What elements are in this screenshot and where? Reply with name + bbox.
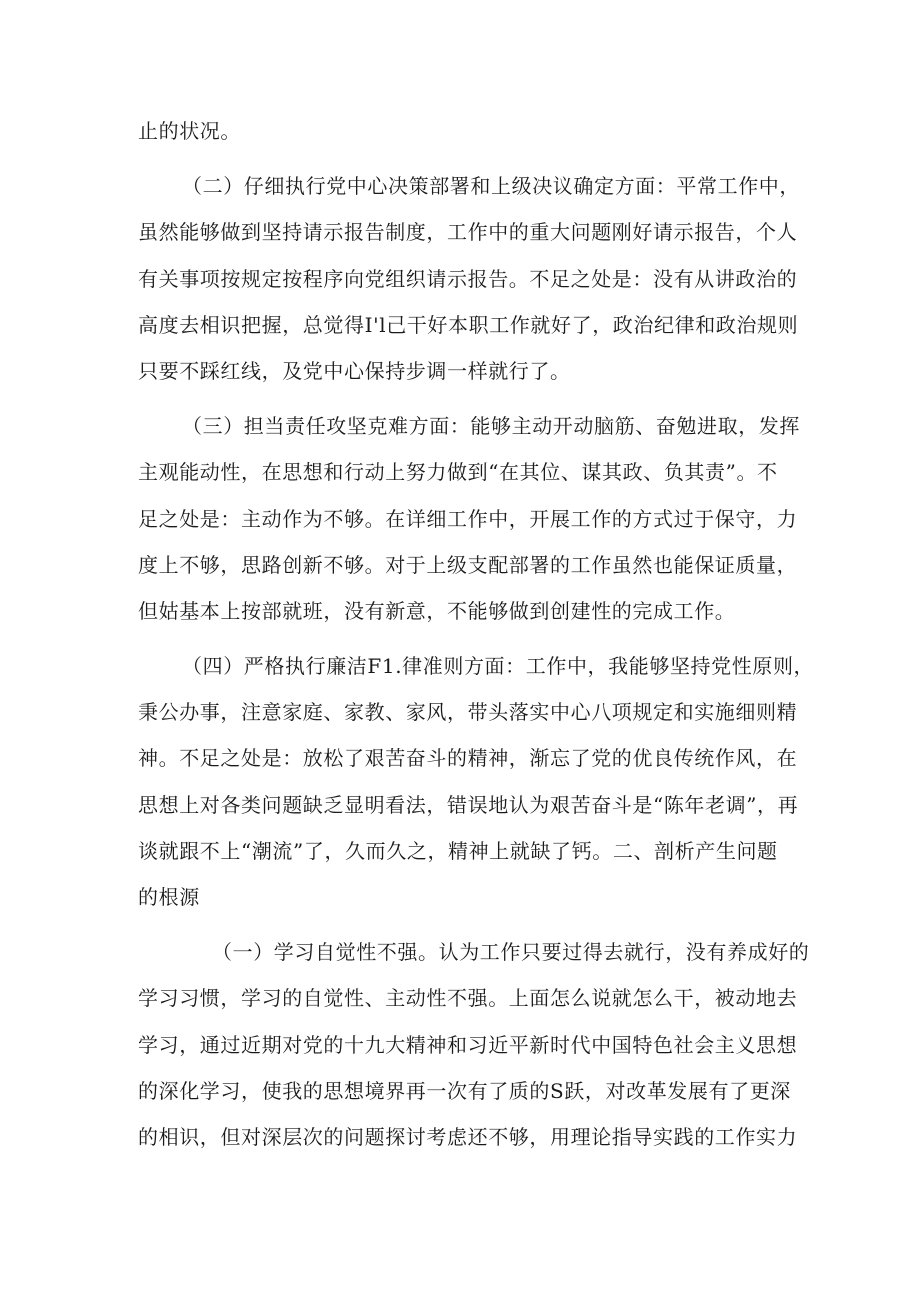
text-line: 足之处是：主动作为不够。在详细工作中，开展工作的方式过于保守，力: [138, 506, 798, 531]
text-line: 但姑基本上按部就班，没有新意，不能够做到创建性的完成工作。: [138, 598, 736, 623]
text-line: 有关事项按规定按程序向党组织请示报告。不足之处是：没有从讲政治的: [138, 266, 798, 291]
text-line: 学习，通过近期对党的十九大精神和习近平新时代中国特色社会主义思想: [138, 1032, 798, 1057]
text-line: 秉公办事，注意家庭、家教、家风，带头落实中心八项规定和实施细则精: [138, 700, 798, 725]
text-line: 主观能动性，在思想和行动上努力做到“在其位、谋其政、负其责”。不: [138, 460, 778, 485]
text-line: （二）仔细执行党中心决策部署和上级决议确定方面：平常工作中，: [182, 174, 800, 199]
text-line: 止的状况。: [138, 119, 241, 143]
text-line: 神。不足之处是：放松了艰苦奋斗的精神，渐忘了党的优良传统作风，在: [138, 746, 798, 771]
text-line: 思想上对各类问题缺乏显明看法，错误地认为艰苦奋斗是“陈年老调”，再: [138, 792, 799, 817]
text-line: （一）学习自觉性不强。认为工作只要过得去就行，没有养成好的: [212, 940, 810, 965]
text-line: 虽然能够做到坚持请示报告制度，工作中的重大问题刚好请示报告，个人: [138, 220, 798, 245]
text-line: 度上不够，思路创新不够。对于上级支配部署的工作虽然也能保证质量，: [138, 552, 798, 577]
text-line: 高度去相识把握，总觉得I'l己干好本职工作就好了，政治纪律和政治规则: [138, 312, 799, 337]
text-line: （三）担当责任攻坚克难方面：能够主动开动脑筋、奋勉进取，发挥: [182, 414, 800, 439]
text-line: 谈就跟不上“潮流”了，久而久之，精神上就缺了钙。二、剖析产生问题: [138, 838, 778, 863]
text-line: 学习习惯，学习的自觉性、主动性不强。上面怎么说就怎么干，被动地去: [138, 986, 798, 1011]
text-line: 只要不踩红线，及党中心保持步调一样就行了。: [138, 358, 571, 383]
text-line: 的根源: [138, 885, 200, 909]
text-line: 的相识，但对深层次的问题探讨考虑还不够，用理论指导实践的工作实力: [138, 1124, 798, 1149]
text-line: 的深化学习，使我的思想境界再一次有了质的S跃，对改革发展有了更深: [138, 1078, 791, 1103]
text-line: （四）严格执行廉洁F1.律准则方面：工作中，我能够坚持党性原则，: [182, 654, 815, 679]
document-body: [138, 108, 815, 1160]
